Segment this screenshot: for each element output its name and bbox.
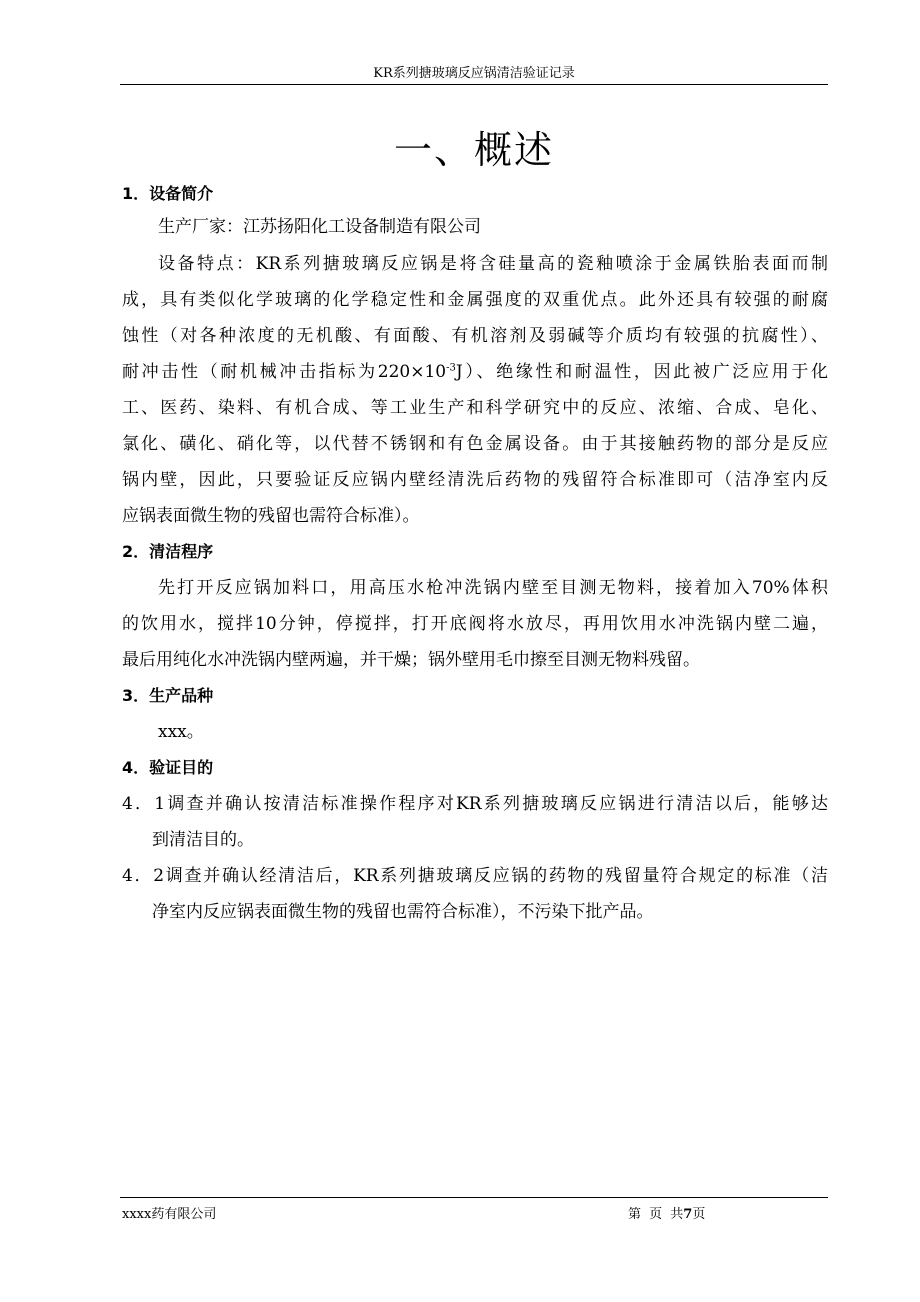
cleaning-line: 的饮用水，搅拌10分钟，停搅拌，打开底阀将水放尽，再用饮用水冲洗锅内壁二遍， <box>122 614 828 634</box>
footer-page-number <box>628 1207 705 1223</box>
footer-company: xxxx药有限公司 <box>122 1207 217 1222</box>
features-line: 蚀性（对各种浓度的无机酸、有面酸、有机溶剂及弱碱等介质均有较强的抗腐性）、 <box>122 326 828 346</box>
purpose-item-line: 净室内反应锅表面微生物的残留也需符合标准），不污染下批产品。 <box>152 902 654 922</box>
section-heading-cleaning: 2．清洁程序 <box>122 542 214 561</box>
page-title: 一、概述 <box>393 128 554 172</box>
features-line: 耐冲击性（耐机械冲击指标为$220\times 10^{-3}J$）、绝缘性和耐温性，因此被广泛应用于化 <box>122 362 828 382</box>
features-line: 工、医药、染料、有机合成、等工业生产和科学研究中的反应、浓缩、合成、皂化、 <box>122 398 828 418</box>
purpose-item-line: 4．1调查并确认按清洁标准操作程序对KR系列搪玻璃反应锅进行清洁以后，能够达 <box>122 794 828 814</box>
cleaning-line: 先打开反应锅加料口，用高压水枪冲洗锅内壁至目测无物料，接着加入70%体积 <box>158 578 828 598</box>
page-header-title: KR系列搪玻璃反应锅清洁验证记录 <box>373 66 575 81</box>
features-line: 应锅表面微生物的残留也需符合标准）。 <box>122 506 420 526</box>
cleaning-line: 最后用纯化水冲洗锅内壁两遍，并干燥；锅外壁用毛巾擦至目测无物料残留。 <box>122 650 700 670</box>
page-label-suffix: 页 <box>692 1207 706 1222</box>
page-label-prefix: 第 页 共 <box>628 1207 684 1222</box>
footer-rule <box>120 1197 828 1198</box>
features-line: 锅内壁，因此，只要验证反应锅内壁经清洗后药物的残留符合标准即可（洁净室内反 <box>122 470 828 490</box>
section-heading-equipment: 1．设备简介 <box>122 184 214 203</box>
features-line: 成，具有类似化学玻璃的化学稳定性和金属强度的双重优点。此外还具有较强的耐腐 <box>122 290 828 310</box>
product-value: xxx。 <box>158 722 204 742</box>
purpose-item-line: 4．2调查并确认经清洁后，KR系列搪玻璃反应锅的药物的残留量符合规定的标准（洁 <box>122 866 828 886</box>
section-heading-purpose: 4．验证目的 <box>122 758 214 777</box>
manufacturer-line: 生产厂家：江苏扬阳化工设备制造有限公司 <box>158 217 481 237</box>
features-line: 设备特点：KR系列搪玻璃反应锅是将含硅量高的瓷釉喷涂于金属铁胎表面而制 <box>158 254 828 274</box>
section-heading-product: 3．生产品种 <box>122 686 214 705</box>
features-line: 氯化、磺化、硝化等，以代替不锈钢和有色金属设备。由于其接触药物的部分是反应 <box>122 434 828 454</box>
page-total: 7 <box>683 1207 693 1222</box>
purpose-item-line: 到清洁目的。 <box>152 830 254 850</box>
header-rule <box>120 84 828 85</box>
